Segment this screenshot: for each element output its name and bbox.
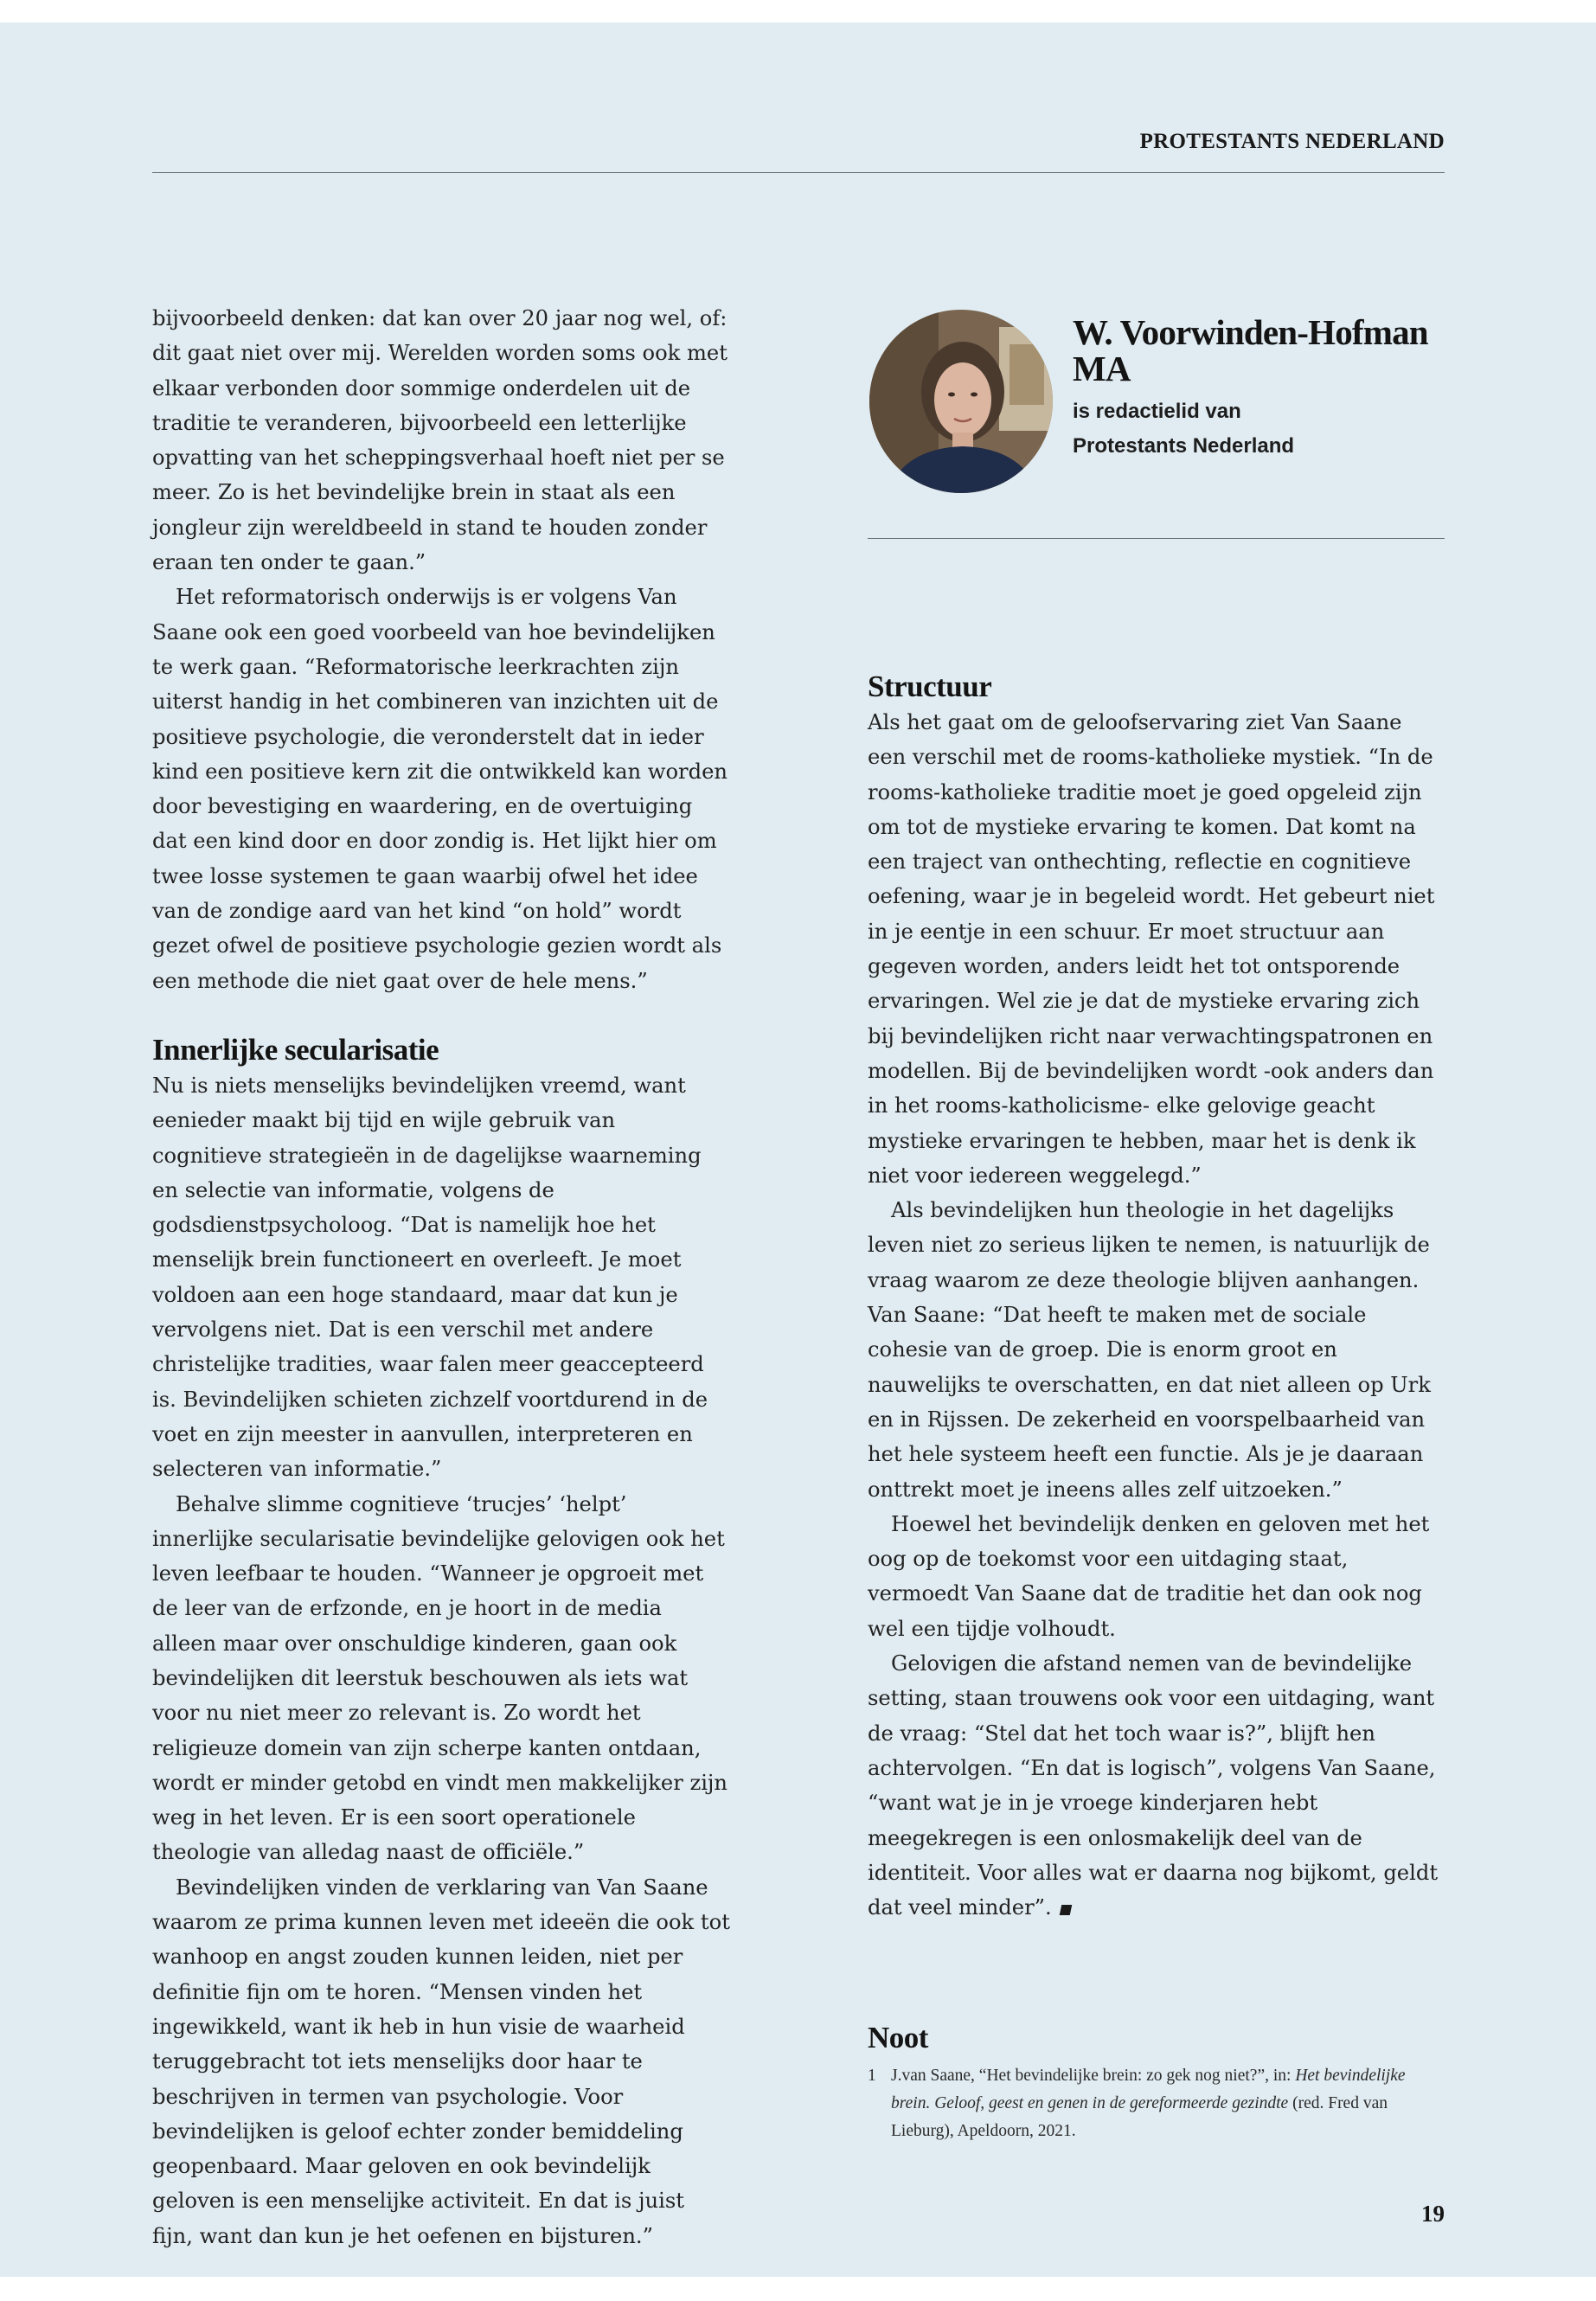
author-role [1073,394,1445,464]
right-paragraph-3: Hoewel het bevindelijk denken en geloven met het oog op de toekomst voor een uitdaging staat, vermoedt Van Saane dat de traditie het dan ook nog wel een tijdje volhoudt. [868,1511,1430,1641]
header-divider [152,172,1445,173]
author-divider [868,538,1445,539]
right-column [868,647,1445,1925]
footnote-item [868,2062,1445,2145]
right-paragraph-1: Als het gaat om de geloofservaring ziet Van Saane een verschil met de rooms-katholieke mystiek. “In de rooms-katholieke traditie moet je goed opgeleid zijn om tot de mystieke ervaring te komen. Dat komt na een traject van onthechting, reflectie en cognitieve oefening, waar je in begeleid wordt. Het gebeurt niet in je eentje in een schuur. Er moet structuur aan gegeven worden, anders leidt het tot ontsporende ervaringen. Wel zie je dat de mystieke ervaring zich bij bevindelijken richt naar verwachtingspatronen en modellen. Bij de bevindelijken wordt -ook anders dan in het rooms-katholicisme- elke gelovige geacht mystieke ervaringen te hebben, maar het is denk ik niet voor iedereen weggelegd.” [868,710,1435,1188]
footnote-heading: Noot [868,2021,928,2054]
footnote-number: 1 [868,2067,876,2085]
footnote-text: J.van Saane, “Het bevindelijke brein: zo gek nog niet?”, in: [891,2067,1296,2085]
author-role-line2: Protestants Nederland [1073,434,1295,458]
footnote-block [868,2021,1445,2145]
author-role-line1: is redactielid van [1073,400,1241,423]
left-paragraph-5: Bevindelijken vinden de verklaring van Van Saane waarom ze prima kunnen leven met ideeën die ook tot wanhoop en angst zouden kunnen leiden, niet per definitie fijn om te horen. “Mensen vinden het ingewikkeld, want ik heb in hun visie de waarheid teruggebracht tot iets menselijks door haar te beschrijven in termen van psychologie. Voor bevindelijken is geloof echter zonder bemiddeling geopenbaard. Maar geloven en ook bevindelijk geloven is een menselijke activiteit. En dat is juist fijn, want dan kun je het oefenen en bijsturen.” [152,1875,730,2248]
left-paragraph-2: Het reformatorisch onderwijs is er volgens Van Saane ook een goed voorbeeld van hoe bevindelijken te werk gaan. “Reformatorische leerkrachten zijn uiterst handig in het combineren van inzichten uit de positieve psychologie, die veronderstelt dat in ieder kind een positieve kern zit die ontwikkeld kan worden door bevestiging en waardering, en de overtuiging dat een kind door en door zondig is. Het lijkt hier om twee losse systemen te gaan waarbij ofwel het idee van de zondige aard van het kind “on hold” wordt gezet ofwel de positieve psychologie gezien wordt als een methode die niet gaat over de hele mens.” [152,585,727,993]
author-name: W. Voorwinden-Hofman MA [1073,312,1428,388]
left-column [152,301,730,2253]
footnote-title: Het bevindelijke brein. Geloof, geest en genen in de gereformeerde gezindte [891,2067,1406,2112]
heading-structuur: Structuur [868,670,992,703]
left-paragraph-3: Nu is niets menselijks bevindelijken vreemd, want eenieder maakt bij tijd en wijle gebruik van cognitieve strategieën in de dagelijkse waarneming en selectie van informatie, volgens de godsdienstpsycholoog. “Dat is namelijk hoe het menselijk brein functioneert en overleeft. Je moet voldoen aan een hoge standaard, maar dat kun je vervolgens niet. Dat is een verschil met andere christelijke tradities, waar falen meer geaccepteerd is. Bevindelijken schieten zichzelf voortdurend in de voet en zijn meester in aanvullen, interpreteren en selecteren van informatie.” [152,1073,708,1482]
footnote-text-end: (red. Fred van Lieburg), Apeldoorn, 2021. [891,2094,1388,2140]
left-paragraph-4: Behalve slimme cognitieve ‘trucjes’ ‘helpt’ innerlijke secularisatie bevindelijke gelovigen ook het leven leefbaar te houden. “Wanneer je opgroeit met de leer van de erfzonde, en je hoort in de media alleen maar over onschuldige kinderen, gaan ook bevindelijken dit leerstuk beschouwen als iets wat voor nu niet meer zo relevant is. Zo wordt het religieuze domein van zijn scherpe kanten ontdaan, wordt er minder getobd en vindt men makkelijker zijn weg in het leven. Er is een soort operationele theologie van alledag naast de officiële.” [152,1491,728,1865]
right-paragraph-4-text: Gelovigen die afstand nemen van de bevindelijke setting, staan trouwens ook voor een uitdaging, want de vraag: “Stel dat het toch waar is?”, blijft hen achtervolgen. “En dat is logisch”, volgens Van Saane, “want wat je in je vroege kinderjaren hebt meegekregen is een onlosmakelijk deel van de identiteit. Voor alles wat er daarna nog bijkomt, geldt dat veel minder”. [868,1651,1439,1920]
end-of-article-mark [1059,1905,1072,1915]
right-paragraph-4 [868,1646,1445,1925]
left-paragraph-1: bijvoorbeeld denken: dat kan over 20 jaar nog wel, of: dit gaat niet over mij. Werelden worden soms ook met elkaar verbonden door sommige onderdelen uit de traditie te veranderen, bijvoorbeeld een letterlijke opvatting van het scheppingsverhaal hoeft niet per se meer. Zo is het bevindelijke brein in staat als een jongleur zijn wereldbeeld in stand te houden zonder eraan ten onder te gaan.” [152,306,727,575]
page-number: 19 [1421,2201,1445,2227]
heading-innerlijke-secularisatie: Innerlijke secularisatie [152,1032,439,1067]
right-paragraph-2: Als bevindelijken hun theologie in het dagelijks leven niet zo serieus lijken te nemen, is natuurlijk de vraag waarom ze deze theologie blijven aanhangen. Van Saane: “Dat heeft te maken met de sociale cohesie van de groep. Die is enorm groot en nauwelijks te overschatten, en dat niet alleen op Urk en in Rijssen. De zekerheid en voorspelbaarheid van het hele systeem heeft een functie. Als je je daaraan onttrekt moet je ineens alles zelf uitzoeken.” [868,1198,1431,1502]
publication-header: PROTESTANTS NEDERLAND [1139,130,1445,153]
page [0,22,1596,2277]
author-photo [869,310,1053,493]
